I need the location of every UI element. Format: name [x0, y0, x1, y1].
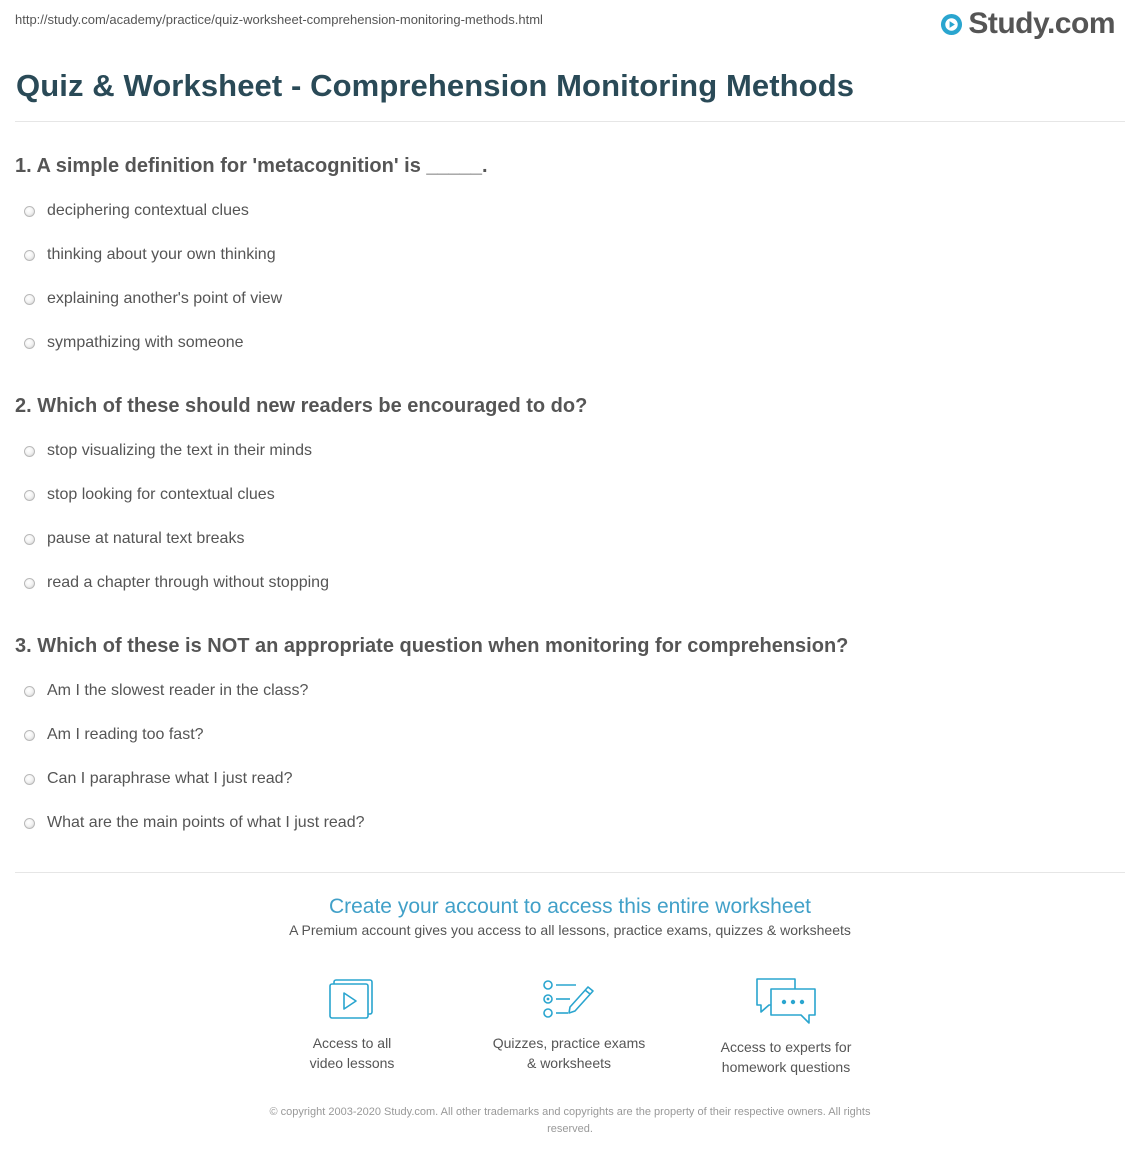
- feature-label: Access to experts for homework questions: [720, 1039, 852, 1075]
- option-label: stop looking for contextual clues: [47, 486, 275, 503]
- question-title: 2. Which of these should new readers be encouraged to do?: [15, 395, 588, 417]
- option-label: Am I the slowest reader in the class?: [47, 682, 309, 699]
- option-label: Am I reading too fast?: [47, 726, 204, 743]
- video-lessons-icon: [325, 975, 379, 1023]
- radio-button[interactable]: [24, 294, 35, 305]
- quiz-checklist-icon: [540, 975, 598, 1023]
- option-list: [15, 669, 848, 845]
- logo-text: Study.com: [968, 7, 1115, 40]
- option-list: [15, 429, 587, 605]
- feature-label: Quizzes, practice exams & worksheets: [492, 1035, 646, 1071]
- option-label: stop visualizing the text in their minds: [47, 442, 313, 459]
- cta-subheading: A Premium account gives you access to all lessons, practice exams, quizzes & worksheets: [289, 922, 851, 938]
- answer-option[interactable]: [15, 713, 848, 757]
- option-list: [15, 189, 488, 365]
- feature-quizzes: [469, 975, 669, 1073]
- question-1: [15, 155, 488, 365]
- feature-experts: [686, 975, 886, 1077]
- option-label: What are the main points of what I just read?: [47, 814, 365, 831]
- answer-option[interactable]: [15, 517, 587, 561]
- radio-button[interactable]: [24, 490, 35, 501]
- study-logo[interactable]: [940, 8, 1115, 40]
- radio-button[interactable]: [24, 686, 35, 697]
- radio-button[interactable]: [24, 730, 35, 741]
- radio-button[interactable]: [24, 250, 35, 261]
- radio-button[interactable]: [24, 578, 35, 589]
- answer-option[interactable]: [15, 801, 848, 845]
- divider: [15, 121, 1125, 122]
- page-url: http://study.com/academy/practice/quiz-worksheet-comprehension-monitoring-methods.html: [15, 12, 543, 27]
- answer-option[interactable]: [15, 233, 488, 277]
- question-2: [15, 395, 587, 605]
- answer-option[interactable]: [15, 561, 587, 605]
- divider: [15, 872, 1125, 873]
- option-label: deciphering contextual clues: [47, 202, 249, 219]
- chat-bubbles-icon: [753, 975, 819, 1027]
- option-label: pause at natural text breaks: [47, 530, 245, 547]
- option-label: thinking about your own thinking: [47, 246, 276, 263]
- option-label: read a chapter through without stopping: [47, 574, 329, 591]
- option-label: Can I paraphrase what I just read?: [47, 770, 293, 787]
- answer-option[interactable]: [15, 669, 848, 713]
- question-title: 3. Which of these is NOT an appropriate question when monitoring for comprehension?: [15, 635, 849, 657]
- question-title: 1. A simple definition for 'metacognition' is _____.: [15, 155, 488, 177]
- copyright-footer: © copyright 2003-2020 Study.com. All other trademarks and copyrights are the property of their respective owners. All rights reserved.: [269, 1106, 871, 1135]
- radio-button[interactable]: [24, 818, 35, 829]
- radio-button[interactable]: [24, 774, 35, 785]
- radio-button[interactable]: [24, 206, 35, 217]
- question-3: [15, 635, 848, 845]
- answer-option[interactable]: [15, 429, 587, 473]
- answer-option[interactable]: [15, 277, 488, 321]
- radio-button[interactable]: [24, 534, 35, 545]
- answer-option[interactable]: [15, 473, 587, 517]
- radio-button[interactable]: [24, 446, 35, 457]
- cta-heading[interactable]: Create your account to access this entire worksheet: [328, 895, 812, 918]
- radio-button[interactable]: [24, 338, 35, 349]
- page-title: Quiz & Worksheet - Comprehension Monitoring Methods: [16, 68, 855, 103]
- feature-video-lessons: [252, 975, 452, 1073]
- signup-cta: [0, 895, 1140, 938]
- answer-option[interactable]: [15, 321, 488, 365]
- option-label: sympathizing with someone: [47, 334, 244, 351]
- option-label: explaining another's point of view: [47, 290, 283, 307]
- answer-option[interactable]: [15, 757, 848, 801]
- feature-label: Access to all video lessons: [309, 1035, 395, 1071]
- play-circle-icon: [940, 13, 963, 36]
- answer-option[interactable]: [15, 189, 488, 233]
